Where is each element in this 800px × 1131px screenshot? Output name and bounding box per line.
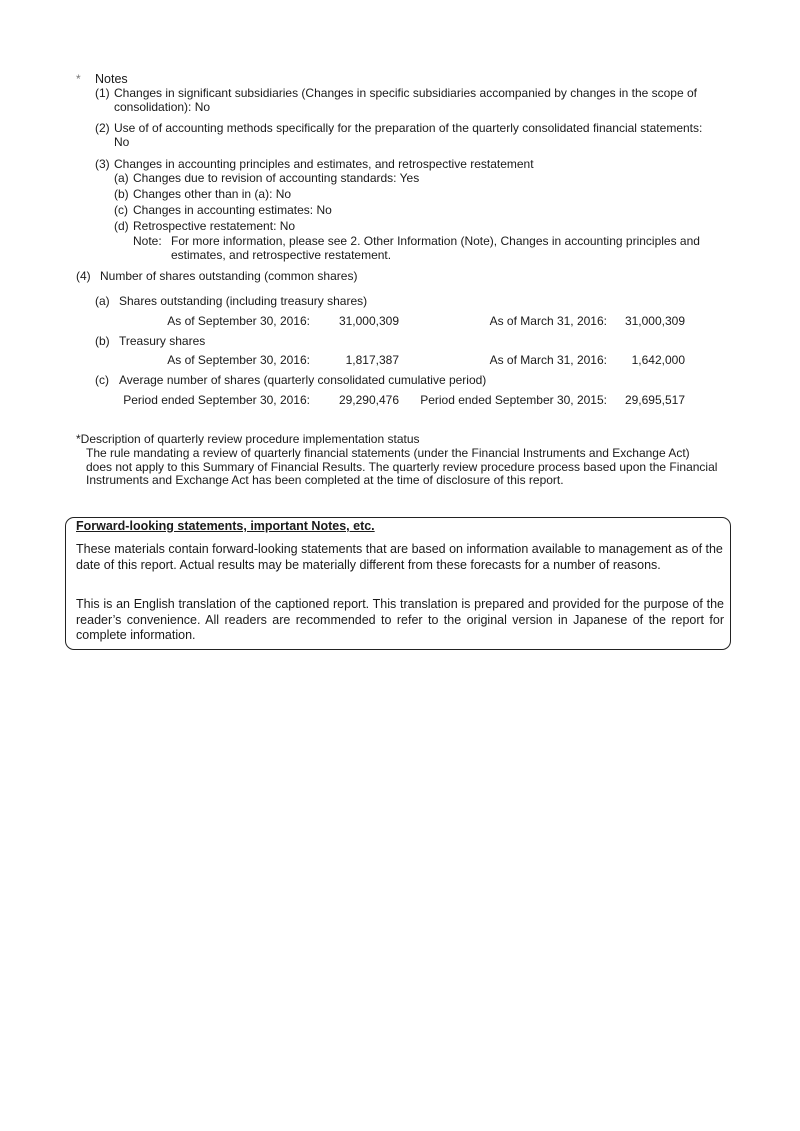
shares-a-left-value: 31,000,309 (338, 314, 399, 328)
item-4-number: (4) (76, 269, 91, 283)
notes-title: Notes (95, 72, 128, 86)
item-3a-label: (a) (114, 171, 129, 185)
shares-b-right-value: 1,642,000 (631, 353, 685, 367)
item-3b-text: Changes other than in (a): No (133, 187, 292, 201)
item-3b-label: (b) (114, 187, 129, 201)
shares-c-left-label: Period ended September 30, 2016: (123, 393, 310, 407)
shares-c-right-label: Period ended September 30, 2015: (420, 393, 607, 407)
forward-looking-paragraph: These materials contain forward-looking statements that are based on information available to management as of the date of this report. Actual results may be materially different from these forecasts for a number of reasons. (76, 542, 723, 572)
forward-looking-title: Forward-looking statements, important Notes, etc. (76, 519, 375, 533)
item-3d-text: Retrospective restatement: No (133, 219, 296, 233)
item-3d-label: (d) (114, 219, 129, 233)
review-line1: The rule mandating a review of quarterly financial statements (under the Financial Instruments and Exchange Act) (86, 446, 690, 460)
item-2-text-line1: Use of of accounting methods specifically for the preparation of the quarterly consolidated financial statements: (114, 121, 703, 135)
item-3-title: Changes in accounting principles and estimates, and retrospective restatement (114, 157, 534, 171)
item-1-number: (1) (95, 86, 110, 100)
item-1-text-line1: Changes in significant subsidiaries (Changes in specific subsidiaries accompanied by changes in the scope of (114, 86, 697, 100)
review-title: *Description of quarterly review procedure implementation status (76, 432, 420, 446)
item-3-note-label: Note: (133, 234, 162, 248)
item-3-note-line2: estimates, and retrospective restatement. (171, 248, 392, 262)
item-3-number: (3) (95, 157, 110, 171)
review-line2: does not apply to this Summary of Financial Results. The quarterly review procedure process based upon the Financial (86, 460, 718, 474)
item-4-title: Number of shares outstanding (common shares) (100, 269, 358, 283)
forward-looking-box (65, 517, 731, 650)
item-3c-text: Changes in accounting estimates: No (133, 203, 332, 217)
review-line3: Instruments and Exchange Act has been completed at the time of disclosure of this report. (86, 473, 564, 487)
item-1-text-line2: consolidation): No (114, 100, 211, 114)
item-3c-label: (c) (114, 203, 128, 217)
item-3a-text: Changes due to revision of accounting standards: Yes (133, 171, 420, 185)
item-2-text-line2: No (114, 135, 130, 149)
shares-c-label: (c) (95, 373, 109, 387)
shares-c-title: Average number of shares (quarterly consolidated cumulative period) (119, 373, 487, 387)
shares-b-label: (b) (95, 334, 110, 348)
item-3-note-line1: For more information, please see 2. Other Information (Note), Changes in accounting principles and (171, 234, 700, 248)
shares-a-title: Shares outstanding (including treasury shares) (119, 294, 368, 308)
shares-b-title: Treasury shares (119, 334, 206, 348)
notes-asterisk: * (76, 72, 81, 86)
item-2-number: (2) (95, 121, 110, 135)
shares-c-left-value: 29,290,476 (338, 393, 399, 407)
shares-a-right-label: As of March 31, 2016: (489, 314, 607, 328)
shares-b-right-label: As of March 31, 2016: (489, 353, 607, 367)
shares-a-right-value: 31,000,309 (624, 314, 685, 328)
shares-c-right-value: 29,695,517 (624, 393, 685, 407)
shares-a-left-label: As of September 30, 2016: (167, 314, 310, 328)
shares-a-label: (a) (95, 294, 110, 308)
shares-b-left-value: 1,817,387 (345, 353, 399, 367)
translation-notice-paragraph: This is an English translation of the captioned report. This translation is prepared and provided for the purpose of the reader’s convenience. All readers are recommended to refer to the original version in Japanese of the report for complete information. (76, 597, 724, 642)
shares-b-left-label: As of September 30, 2016: (167, 353, 310, 367)
